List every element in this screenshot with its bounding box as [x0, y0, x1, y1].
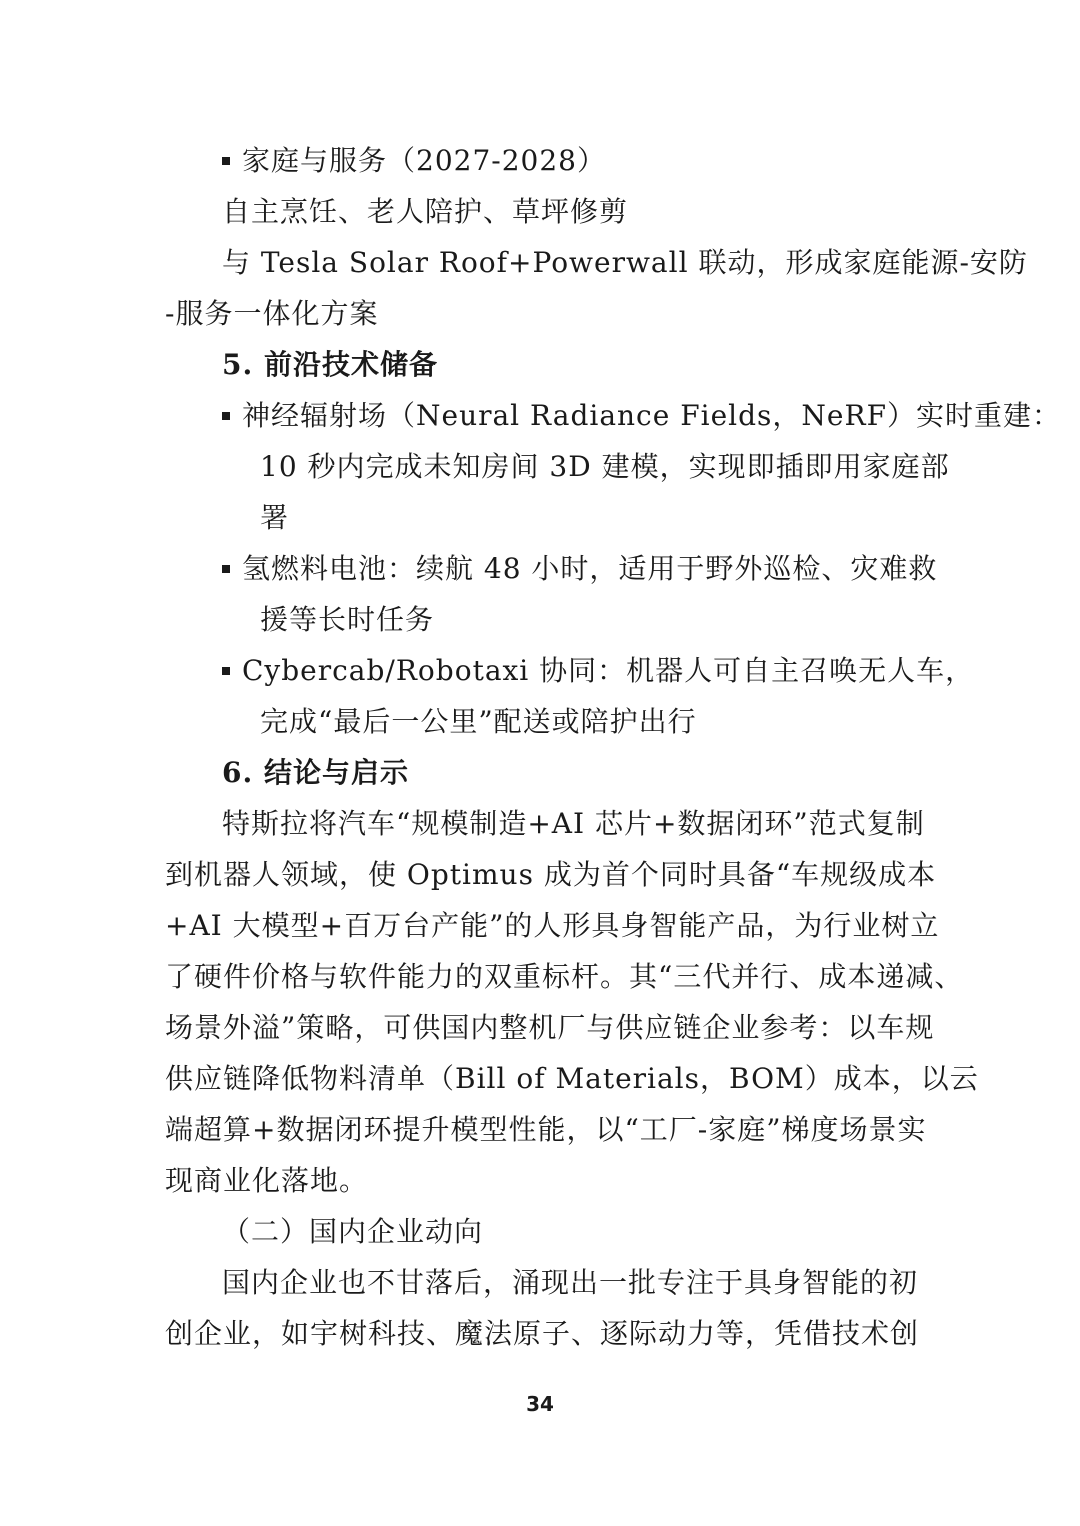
section5-heading: 5. 前沿技术储备: [222, 348, 438, 381]
section5-item3-line1-text: Cybercab/Robotaxi 协同：机器人可自主召唤无人车，: [242, 654, 975, 687]
section6-para-line1: 特斯拉将汽车“规模制造+AI 芯片+数据闭环”范式复制: [222, 807, 925, 840]
bullet-home-line1: 自主烹饪、老人陪护、草坪修剪: [222, 195, 629, 228]
section6-para-line3: +AI 大模型+百万台产能”的人形具身智能产品，为行业树立: [165, 909, 940, 942]
section5-item2-line1: [222, 552, 938, 586]
page-number: 34: [526, 1392, 554, 1416]
section5-item1-line1: [222, 399, 1061, 433]
bullet-square-icon: [222, 412, 230, 420]
section5-item1-line1-text: 神经辐射场（Neural Radiance Fields，NeRF）实时重建：: [242, 399, 1061, 432]
section6-heading: 6. 结论与启示: [222, 756, 409, 789]
section6-para-line4: 了硬件价格与软件能力的双重标杆。其“三代并行、成本递减、: [165, 960, 964, 993]
bullet-home-title-text: 家庭与服务（2027-2028）: [242, 144, 606, 177]
section-domestic-heading: （二）国内企业动向: [222, 1215, 484, 1248]
section-domestic-para-line1: 国内企业也不甘落后，涌现出一批专注于具身智能的初: [222, 1266, 919, 1299]
bullet-square-icon: [222, 565, 230, 573]
section6-para-line8: 现商业化落地。: [165, 1164, 369, 1197]
section5-item1-line2: 10 秒内完成未知房间 3D 建模，实现即插即用家庭部: [260, 450, 950, 483]
bullet-square-icon: [222, 667, 230, 675]
section5-item1-line3: 署: [260, 501, 290, 534]
bullet-home-line3: -服务一体化方案: [165, 297, 379, 330]
section5-item2-line1-text: 氢燃料电池：续航 48 小时，适用于野外巡检、灾难救: [242, 552, 938, 585]
bullet-home-line2: 与 Tesla Solar Roof+Powerwall 联动，形成家庭能源-安防: [222, 246, 1028, 279]
section6-para-line2: 到机器人领域，使 Optimus 成为首个同时具备“车规级成本: [165, 858, 937, 891]
bullet-square-icon: [222, 157, 230, 165]
section6-para-line5: 场景外溢”策略，可供国内整机厂与供应链企业参考：以车规: [165, 1011, 935, 1044]
section5-item3-line2: 完成“最后一公里”配送或陪护出行: [260, 705, 697, 738]
section5-item3-line1: [222, 654, 975, 688]
section-domestic-para-line2: 创企业，如宇树科技、魔法原子、逐际动力等，凭借技术创: [165, 1317, 920, 1350]
section5-item2-line2: 援等长时任务: [260, 603, 435, 636]
section6-para-line6: 供应链降低物料清单（Bill of Materials，BOM）成本，以云: [165, 1062, 979, 1095]
bullet-home-title: [222, 144, 606, 178]
section6-para-line7: 端超算+数据闭环提升模型性能，以“工厂-家庭”梯度场景实: [165, 1113, 927, 1146]
